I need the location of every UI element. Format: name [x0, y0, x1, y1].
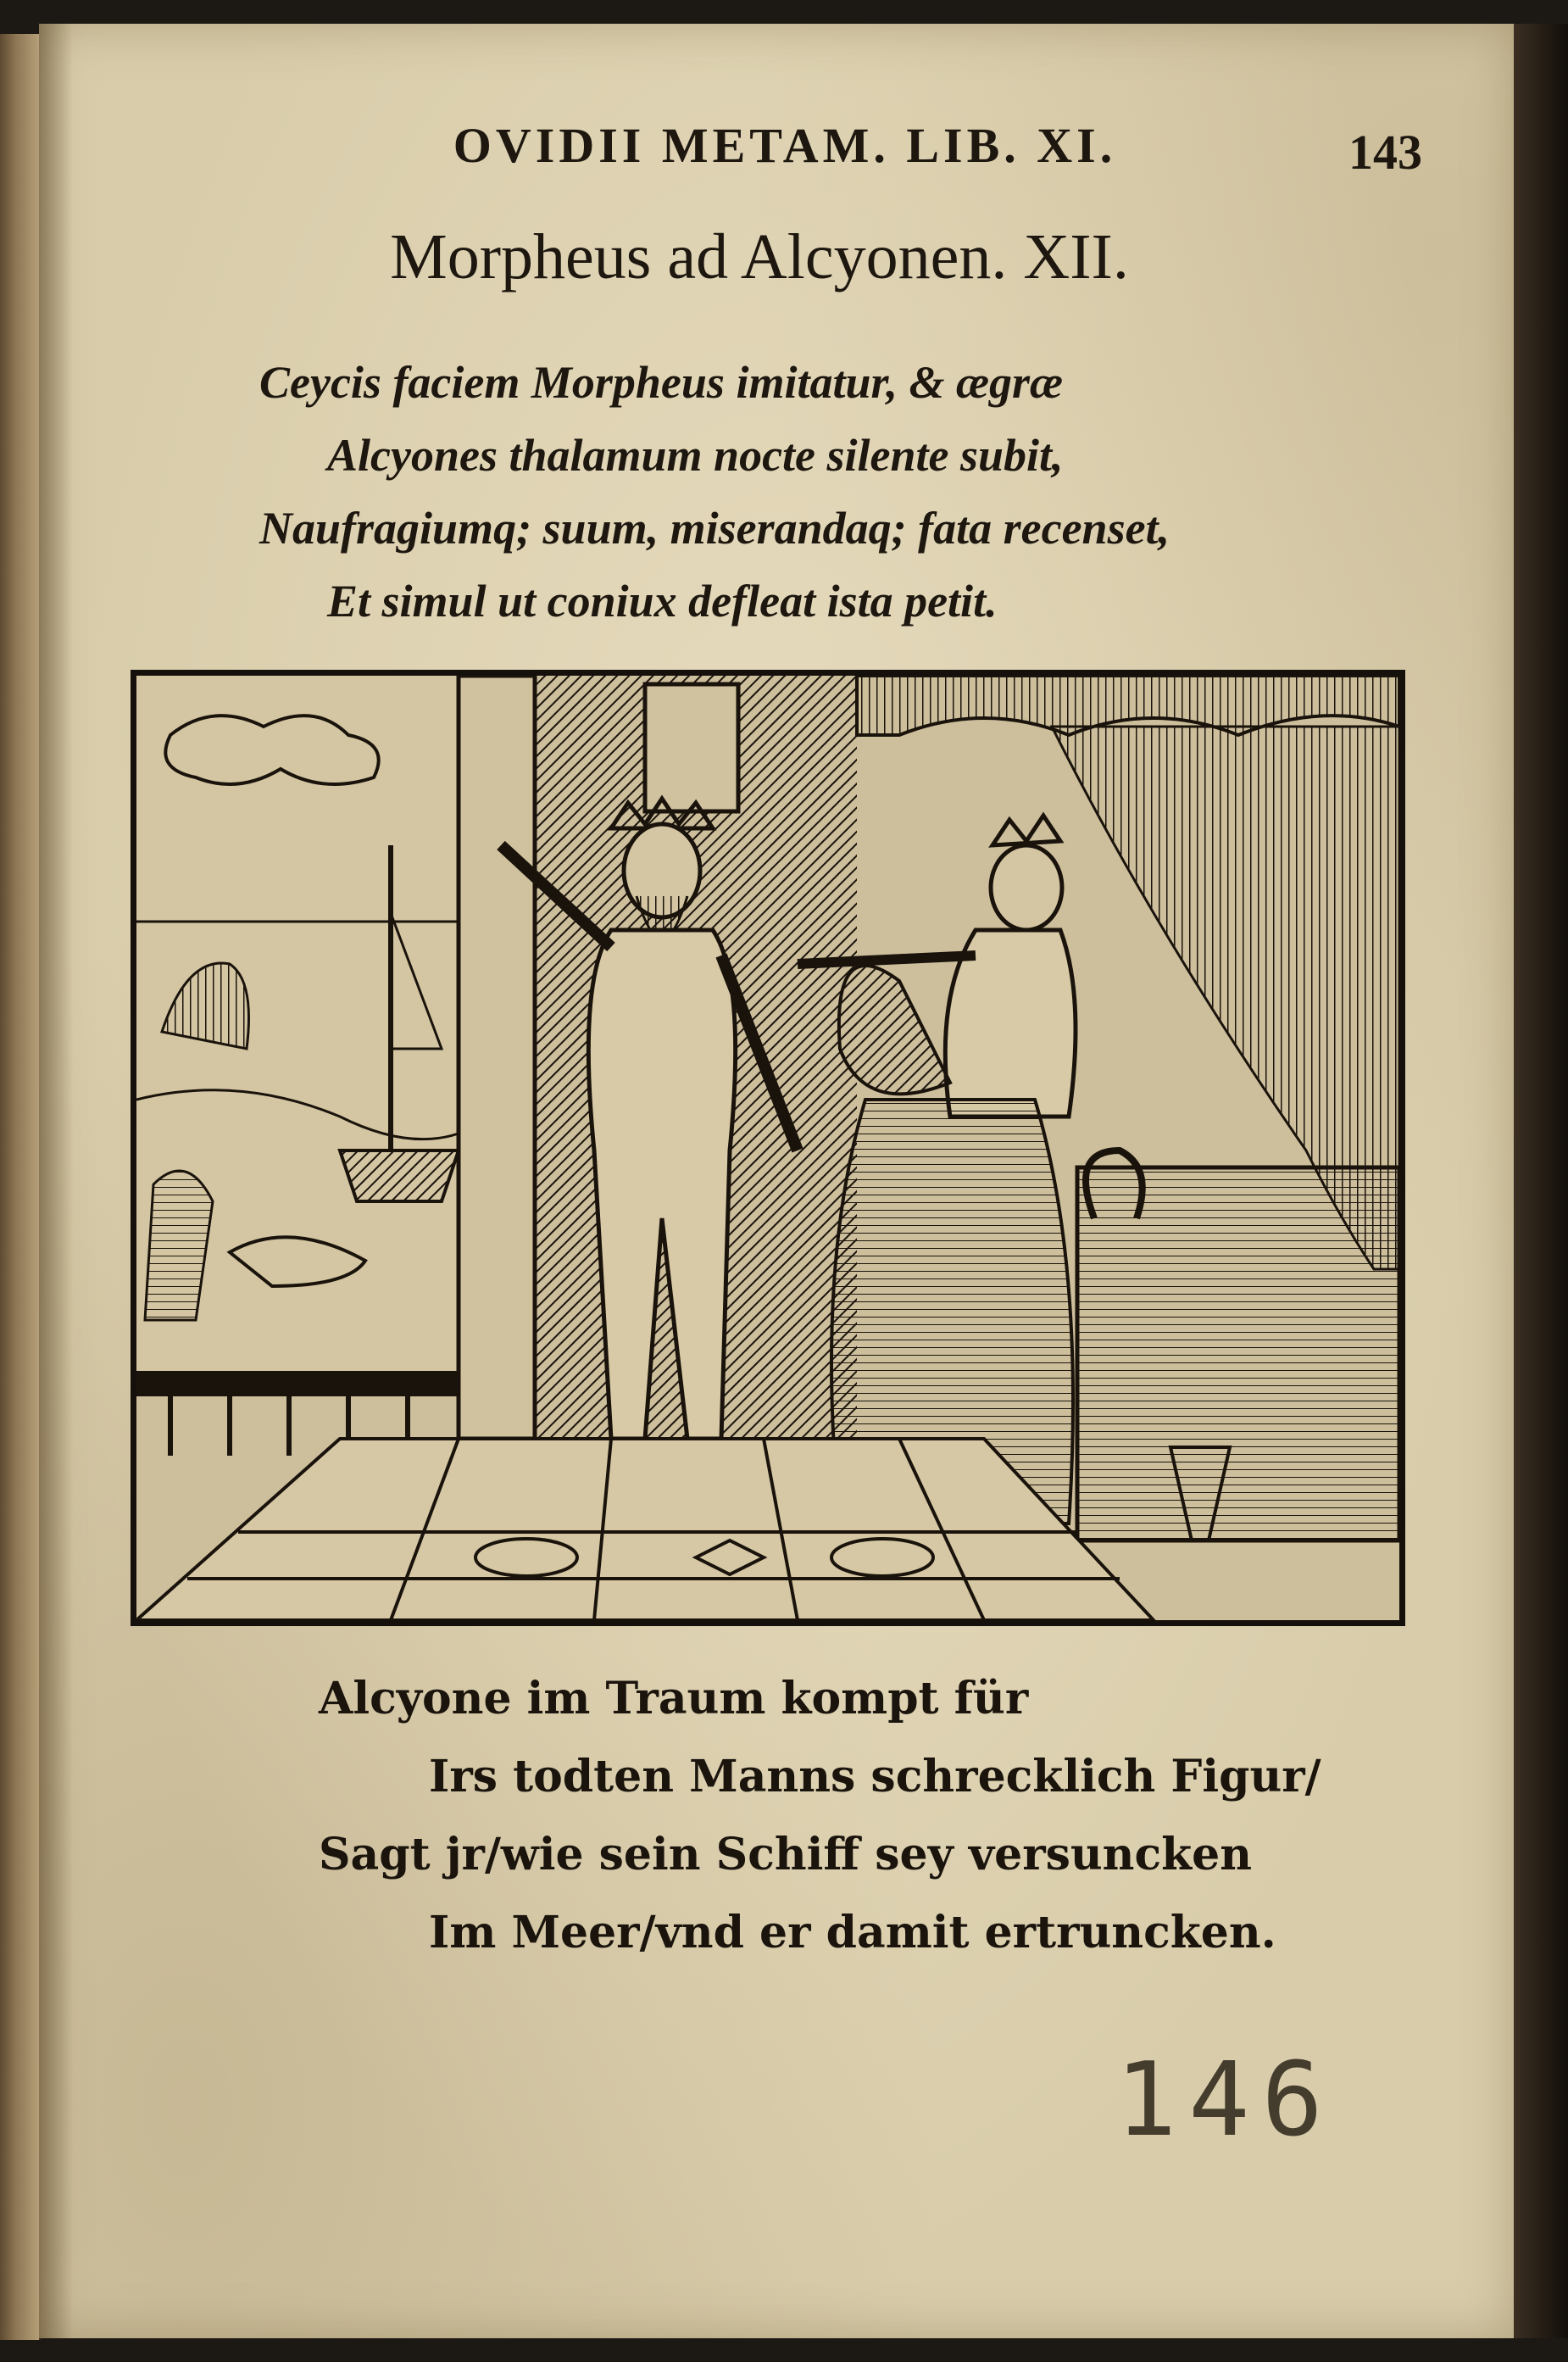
- woodcut-drawing: [136, 676, 1399, 1620]
- chapter-title: Morpheus ad Alcyonen. XII.: [390, 221, 1129, 292]
- page-right-edge-shadow: [1514, 24, 1568, 2338]
- page-number: 143: [1348, 125, 1422, 180]
- page-gutter-shadow: [39, 24, 73, 2338]
- tiled-floor: [136, 1439, 1154, 1620]
- woodcut-illustration: [131, 670, 1405, 1626]
- handwritten-shelf-number: 146: [1115, 2042, 1335, 2159]
- latin-verse: [259, 346, 1361, 638]
- latin-verse-line: Alcyones thalamum nocte silente subit,: [327, 430, 1064, 481]
- german-verse: [319, 1660, 1421, 1972]
- wall-pillar: [459, 676, 535, 1439]
- book-page: [39, 24, 1514, 2338]
- latin-verse-line: Ceycis faciem Morpheus imitatur, & ægræ: [259, 357, 1064, 408]
- german-verse-line: Irs todten Manns schrecklich Figur/: [429, 1751, 1321, 1802]
- previous-page-edge: [0, 34, 41, 2340]
- running-head: OVIDII METAM. LIB. XI.: [453, 118, 1117, 173]
- german-verse-line: Sagt jr/wie sein Schiff sey versuncken: [319, 1829, 1253, 1880]
- wall-window: [645, 684, 738, 811]
- german-verse-line: Im Meer/vnd er damit ertruncken.: [429, 1907, 1276, 1958]
- latin-verse-line: Et simul ut coniux defleat ista petit.: [327, 576, 998, 627]
- latin-verse-line: Naufragiumq; suum, miserandaq; fata recenset,: [259, 503, 1170, 554]
- bed: [1077, 1167, 1399, 1540]
- german-verse-line: Alcyone im Traum kompt für: [319, 1673, 1029, 1724]
